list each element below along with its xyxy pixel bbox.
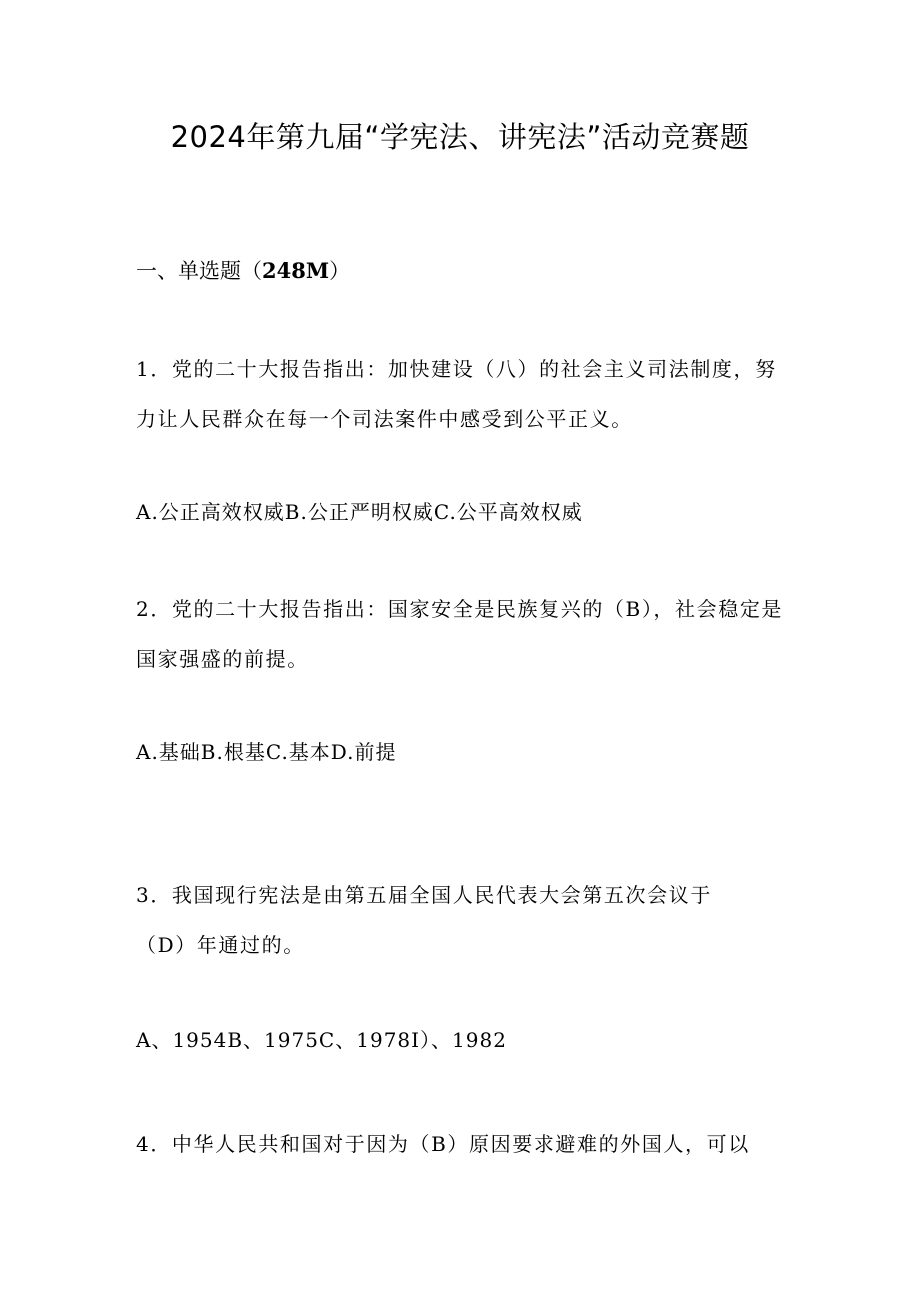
- question-1-options: A.公正高效权威B.公正严明权威C.公平高效权威: [136, 500, 583, 524]
- question-1-line-1: 1．党的二十大报告指出：加快建设（八）的社会主义司法制度，努: [136, 357, 777, 381]
- question-4-line-1: 4．中华人民共和国对于因为（B）原因要求避难的外国人，可以: [136, 1132, 750, 1156]
- section-heading: [136, 255, 350, 287]
- question-3-line-2: （D）年通过的。: [136, 933, 305, 957]
- question-2-line-1: 2．党的二十大报告指出：国家安全是民族复兴的（B），社会稳定是: [136, 597, 784, 621]
- section-heading-text: 一、单选题（: [136, 259, 262, 283]
- question-2-options: A.基础B.根基C.基本D.前提: [136, 740, 397, 764]
- question-3-options: A、1954B、1975C、1978I）、1982: [136, 1028, 507, 1052]
- section-heading-close: ）: [329, 259, 351, 283]
- question-2-line-2: 国家强盛的前提。: [136, 647, 309, 671]
- section-question-count: 248M: [262, 258, 330, 283]
- question-3-line-1: 3．我国现行宪法是由第五届全国人民代表大会第五次会议于: [136, 883, 712, 907]
- question-1-line-2: 力让人民群众在每一个司法案件中感受到公平正义。: [136, 407, 633, 431]
- page-title: 2024年第九届“学宪法、讲宪法”活动竞赛题: [170, 120, 750, 154]
